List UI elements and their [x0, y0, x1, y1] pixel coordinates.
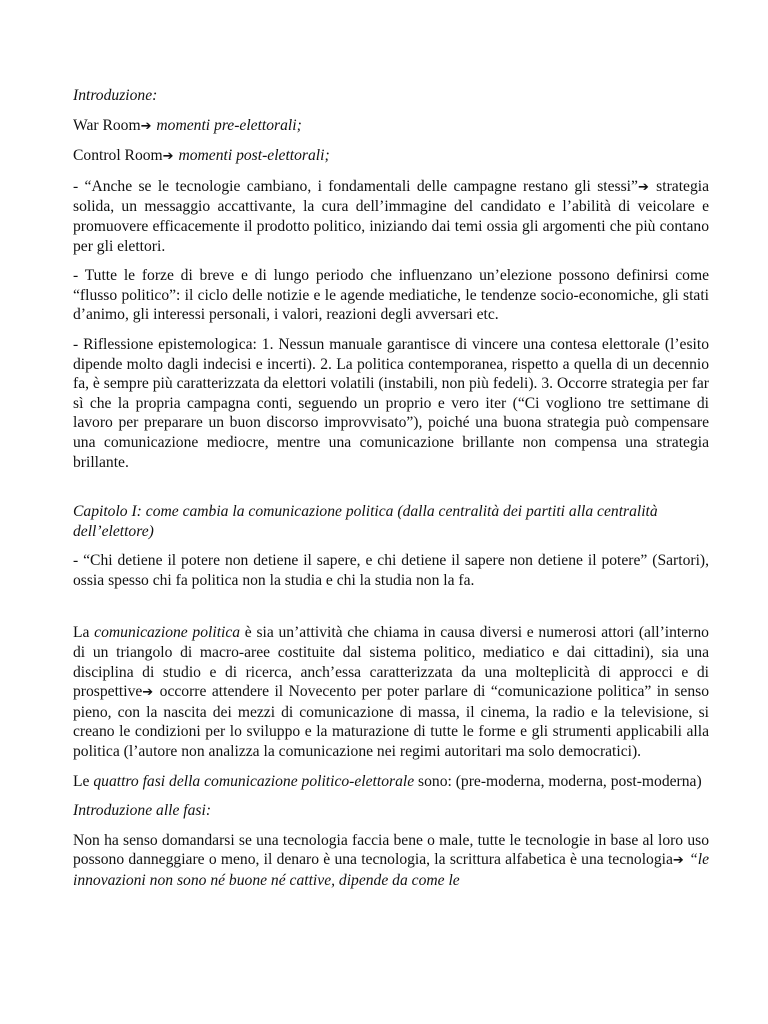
war-room-text: momenti pre-elettorali; [156, 116, 302, 134]
right-arrow-icon: ➔ [637, 179, 649, 195]
paragraph-technology: Non ha senso domandarsi se una tecnologia faccia bene o male, tutte le tecnologie in base al loro uso possono danneggiare o meno, il denaro è una tecnologia, la scrittura alfabetica è una tecnologia➔ “le innovazioni non sono né buone né cattive, dipende da come le [73, 831, 709, 889]
paragraph-sartori: - “Chi detiene il potere non detiene il sapere, e chi detiene il sapere non detiene il potere” (Sartori), ossia spesso chi fa politica non la studia e chi la studia non la fa. [73, 552, 709, 589]
war-room-label: War Room [73, 116, 141, 134]
control-room-text: momenti post-elettorali; [178, 147, 330, 165]
war-room-line [73, 116, 709, 137]
intro-heading: Introduzione: [73, 87, 158, 104]
paragraph-four-phases: Le quattro fasi della comunicazione politico-elettorale sono: (pre-moderna, moderna, post-moderna) [73, 772, 702, 790]
right-arrow-icon: ➔ [672, 853, 684, 869]
chapter-heading: Capitolo I: come cambia la comunicazione politica (dalla centralità dei partiti alla centralità dell’elettore) [73, 503, 658, 540]
control-room-line [73, 146, 709, 167]
paragraph-epistemology: - Riflessione epistemologica: 1. Nessun manuale garantisce di vincere una contesa elettorale (l’esito dipende molto dagli indecisi e incerti). 2. La politica contemporanea, rispetto a quella di un decennio fa, è sempre più caratterizzata da elettori volatili (instabili, non più fedeli). 3. Occorre strategia per far sì che la propria campagna conti, seguendo un proprio e vero iter (“Ci vogliono tre settimane di lavoro per preparare un buon discorso improvvisato”), poiché una buona strategia può compensare una comunicazione mediocre, mentre una comunicazione brillante non compensa una strategia brillante. [73, 335, 709, 471]
paragraph-political-flow: - Tutte le forze di breve e di lungo periodo che influenzano un’elezione possono definirsi come “flusso politico”: il ciclo delle notizie e le agende mediatiche, le tendenze socio-economiche, gli stati d’animo, gli interessi personali, i valori, reazioni degli avversari etc. [73, 267, 709, 324]
right-arrow-icon: ➔ [142, 685, 154, 701]
phases-heading: Introduzione alle fasi: [73, 802, 212, 820]
right-arrow-icon: ➔ [162, 149, 174, 165]
document-page [73, 86, 709, 901]
paragraph-political-communication: La comunicazione politica è sia un’attività che chiama in causa diversi e numerosi attori (all’interno di un triangolo di macro-aree costituite dal sistema politico, mediatico e dai cittadini), sia una disciplina di studio e di ricerca, anch’essa caratterizzata da una molteplicità di approcci e di prospettive➔ occorre attendere il Novecento per poter parlare di “comunicazione politica” in senso pieno, con la nascita dei mezzi di comunicazione di massa, il cinema, la radio e la televisione, si creano le condizioni per lo sviluppo e la maturazione di tutte le forme e gli strumenti applicabili alla politica (l’autore non analizza la comunicazione nei regimi autoritari ma solo democratici). [73, 624, 709, 761]
paragraph-fundamentals: - “Anche se le tecnologie cambiano, i fondamentali delle campagne restano gli stessi”➔ strategia solida, un messaggio accattivante, la cura dell’immagine del candidato e l’abilità di veicolare e promuovere efficacemente il prodotto politico, iniziando dai temi ossia gli argomenti che più contano per gli elettori. [73, 177, 710, 255]
right-arrow-icon: ➔ [140, 118, 152, 134]
control-room-label: Control Room [73, 147, 163, 165]
